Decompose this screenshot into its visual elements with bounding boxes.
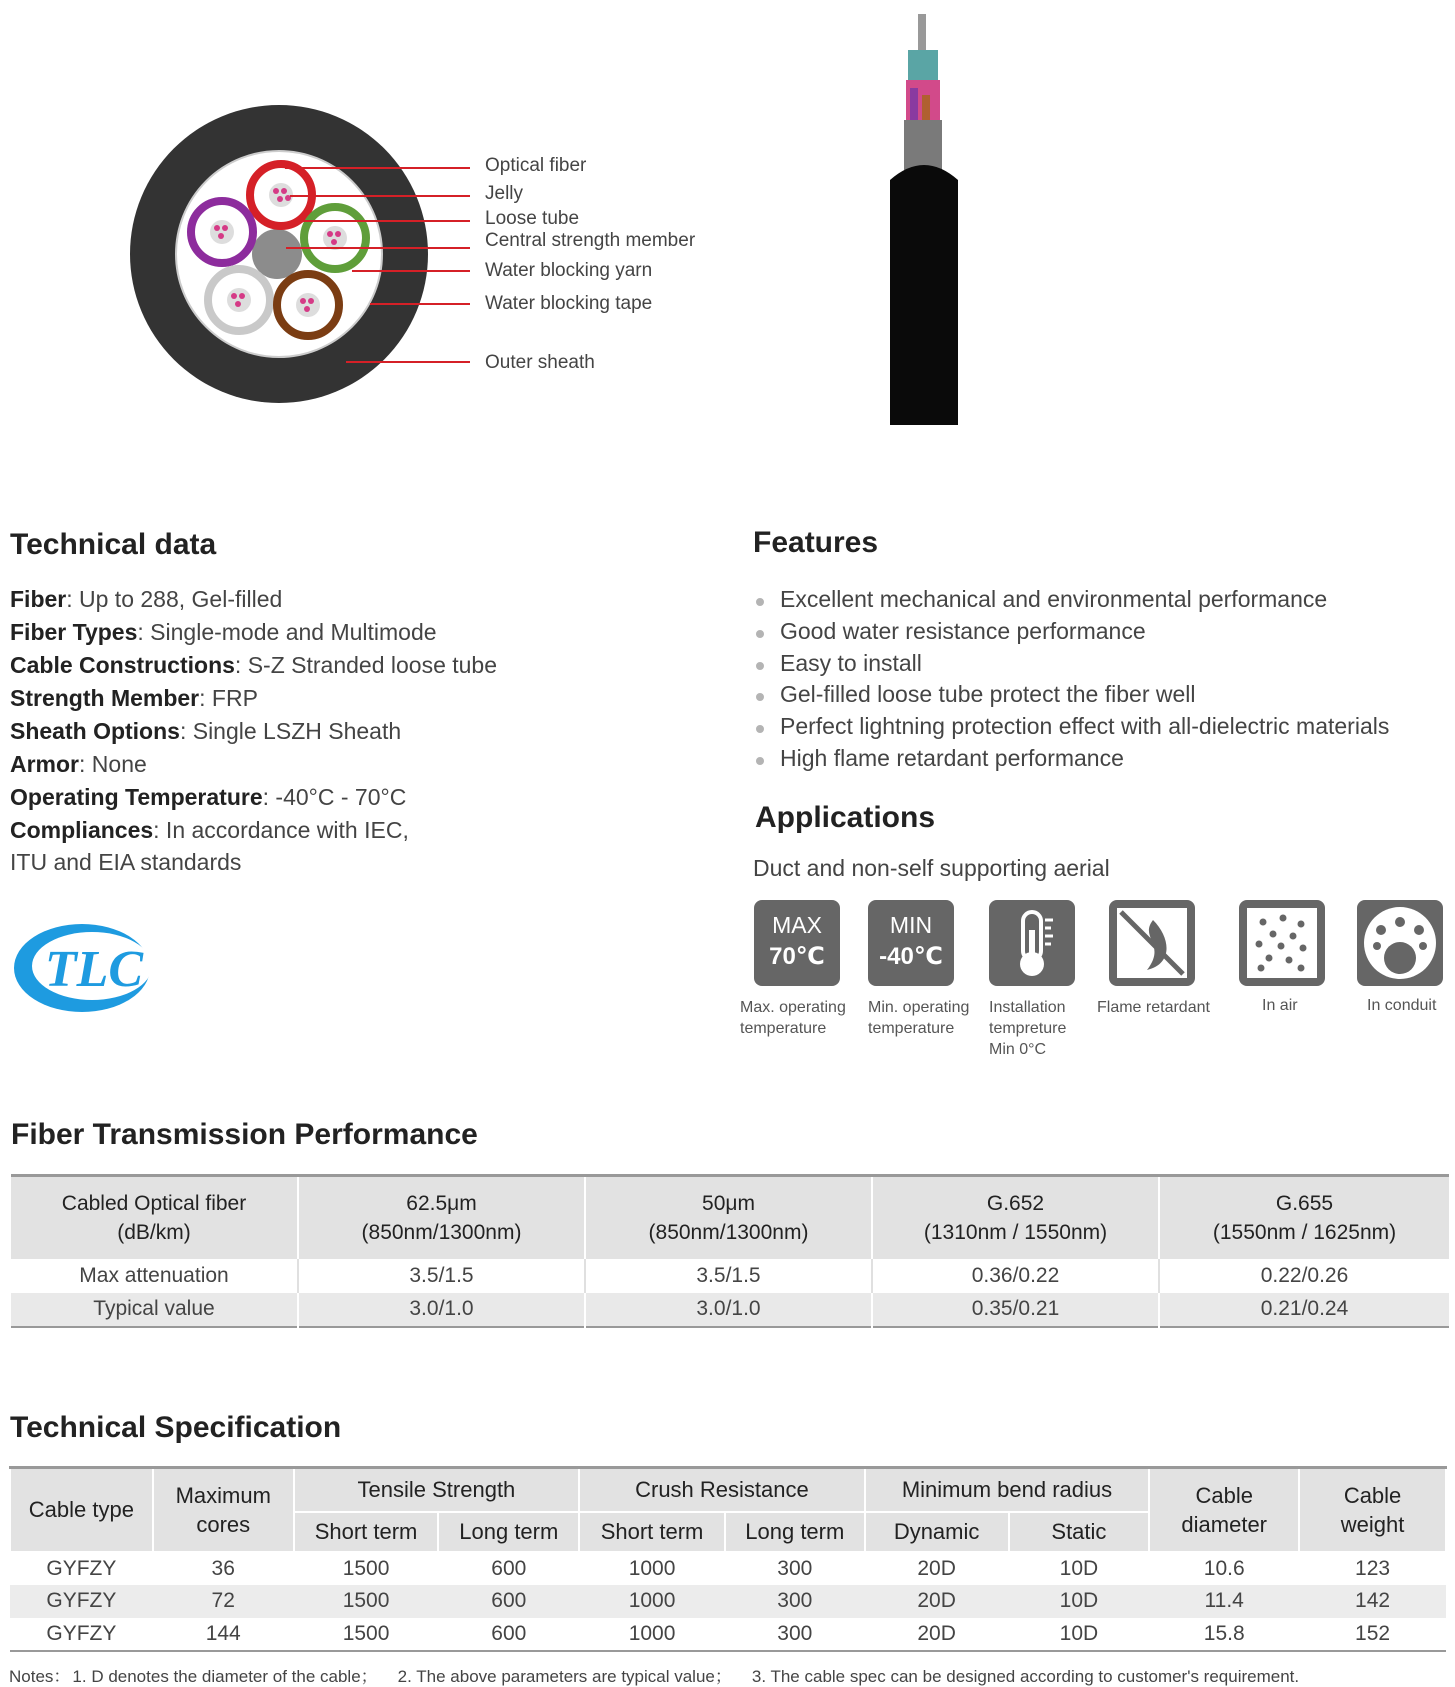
features-heading: Features	[753, 526, 879, 559]
spec-header-crush-short: Short term	[579, 1512, 725, 1552]
table-row: GYFZY 72 1500 600 1000 300 20D 10D 11.4 142	[10, 1585, 1446, 1618]
perf-header-62-5um: 62.5μm (850nm/1300nm)	[298, 1176, 585, 1259]
callout-water-blocking-yarn: Water blocking yarn	[485, 260, 653, 281]
table-row: GYFZY 36 1500 600 1000 300 20D 10D 10.6 123	[46, 1556, 1391, 1580]
min-temp-icon: MIN -40℃	[868, 900, 954, 986]
loose-tube-grey	[208, 269, 270, 331]
spec-header-tensile-long: Long term	[438, 1512, 579, 1552]
tech-line-compliances-cont: ITU and EIA standards	[10, 849, 242, 875]
tlc-logo	[12, 922, 152, 1014]
in-air-icon	[1239, 900, 1325, 986]
in-conduit-caption: In conduit	[1367, 997, 1437, 1014]
callout-outer-sheath: Outer sheath	[485, 352, 595, 373]
spec-header-tensile: Tensile Strength	[294, 1468, 580, 1512]
spec-header-crush-long: Long term	[725, 1512, 865, 1552]
feature-bullet	[756, 662, 764, 670]
tech-line-fiber-types: Fiber Types: Single-mode and Multimode	[10, 619, 437, 645]
in-conduit-icon	[1357, 900, 1443, 986]
loose-tube-brown	[277, 274, 339, 336]
applications-heading: Applications	[755, 801, 936, 834]
perf-header-cabled-fiber: Cabled Optical fiber (dB/km)	[11, 1176, 298, 1259]
table-row: Max attenuation 3.5/1.5 3.5/1.5 0.36/0.22 0.22/0.26	[11, 1259, 1449, 1293]
spec-header-weight: Cable weight	[1299, 1468, 1446, 1552]
tech-line-compliances: Compliances: In accordance with IEC,	[10, 817, 409, 843]
feature-bullet	[756, 598, 764, 606]
in-air-caption: In air	[1262, 997, 1298, 1014]
flame-retardant-caption: Flame retardant	[1097, 999, 1210, 1016]
feature-item: Easy to install	[780, 650, 922, 676]
tech-line-operating-temperature: Operating Temperature: -40°C - 70°C	[10, 784, 407, 810]
cable-side-view-image	[880, 10, 970, 430]
fiber-performance-table	[11, 1174, 1449, 1328]
callout-optical-fiber: Optical fiber	[485, 155, 587, 176]
spec-header-dynamic: Dynamic	[865, 1512, 1009, 1552]
callout-jelly: Jelly	[485, 183, 524, 204]
feature-bullet	[756, 693, 764, 701]
feature-item: Excellent mechanical and environmental performance	[780, 586, 1328, 612]
feature-item: High flame retardant performance	[780, 745, 1124, 771]
spec-header-max-cores: Maximum cores	[153, 1468, 294, 1552]
installation-temp-caption: Installation tempreture Min 0°C	[989, 999, 1067, 1058]
min-temp-caption: Min. operating temperature	[868, 999, 970, 1037]
callout-water-blocking-tape: Water blocking tape	[485, 293, 653, 314]
applications-text: Duct and non-self supporting aerial	[753, 855, 1110, 881]
feature-bullet	[756, 630, 764, 638]
tech-line-cable-constructions: Cable Constructions: S-Z Stranded loose tube	[10, 652, 498, 678]
thermometer-icon	[989, 900, 1075, 986]
technical-spec-heading: Technical Specification	[10, 1411, 342, 1444]
feature-item: Gel-filled loose tube protect the fiber well	[780, 681, 1196, 707]
max-temp-icon: MAX 70℃	[754, 900, 840, 986]
spec-header-cable-type: Cable type	[10, 1468, 153, 1552]
cable-cross-section-diagram	[0, 0, 720, 430]
spec-header-static: Static	[1009, 1512, 1150, 1552]
perf-header-g652: G.652 (1310nm / 1550nm)	[872, 1176, 1159, 1259]
max-temp-caption: Max. operating temperature	[740, 999, 846, 1037]
perf-header-g655: G.655 (1550nm / 1625nm)	[1159, 1176, 1449, 1259]
loose-tube-green	[304, 207, 366, 269]
table-row: Typical value 3.0/1.0 3.0/1.0 0.35/0.21 0.21/0.24	[11, 1293, 1449, 1327]
technical-data-heading: Technical data	[10, 528, 217, 561]
feature-bullet	[756, 757, 764, 765]
tech-line-sheath-options: Sheath Options: Single LSZH Sheath	[10, 718, 402, 744]
callout-central-strength-member: Central strength member	[485, 230, 696, 251]
table-row: GYFZY 144 1500 600 1000 300 20D 10D 15.8 152	[46, 1621, 1391, 1645]
tech-line-armor: Armor: None	[10, 751, 147, 777]
spec-header-tensile-short: Short term	[294, 1512, 439, 1552]
flame-retardant-icon	[1109, 900, 1195, 986]
technical-spec-table	[9, 1466, 1447, 1652]
notes: Notes： 1. D denotes the diameter of the cable； 2. The above parameters are typical value； 3. The cable spec can be designed according to customer's requirement.	[9, 1667, 1300, 1686]
tech-line-fiber: Fiber: Up to 288, Gel-filled	[10, 586, 283, 612]
svg-text:TLC: TLC	[44, 941, 144, 998]
loose-tube-purple	[191, 201, 253, 263]
spec-header-crush: Crush Resistance	[579, 1468, 865, 1512]
feature-item: Perfect lightning protection effect with all-dielectric materials	[780, 713, 1390, 739]
callout-loose-tube: Loose tube	[485, 208, 580, 229]
fiber-performance-heading: Fiber Transmission Performance	[11, 1118, 478, 1151]
tech-line-strength-member: Strength Member: FRP	[10, 685, 258, 711]
feature-bullet	[756, 725, 764, 733]
spec-header-bend: Minimum bend radius	[865, 1468, 1150, 1512]
perf-header-50um: 50μm (850nm/1300nm)	[585, 1176, 872, 1259]
feature-item: Good water resistance performance	[780, 618, 1146, 644]
spec-header-diameter: Cable diameter	[1149, 1468, 1299, 1552]
